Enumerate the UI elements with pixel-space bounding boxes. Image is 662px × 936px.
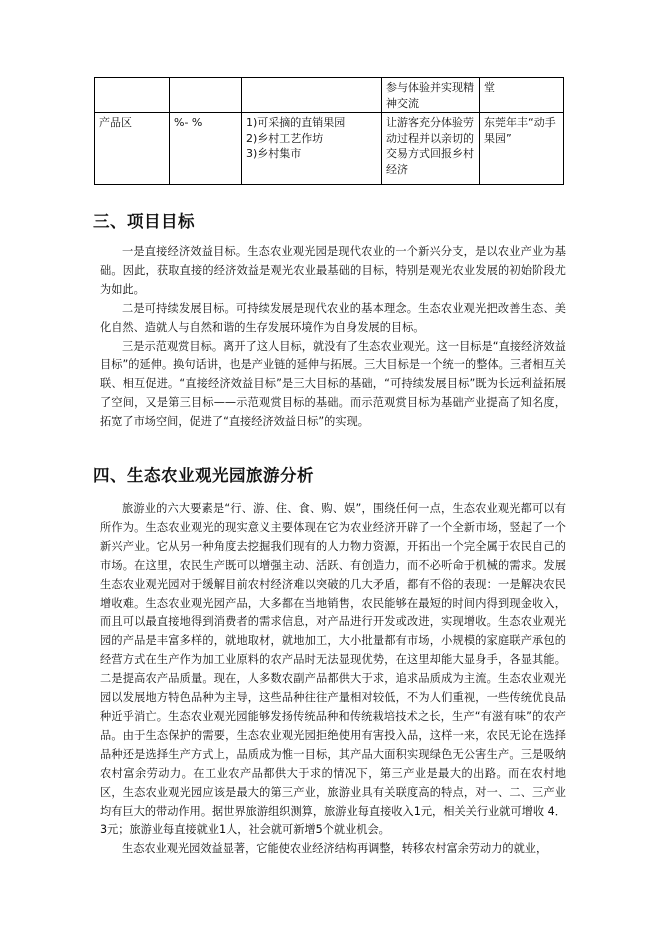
paragraph: 三是示范观赏目标。离开了这人目标，就没有了生态农业观光。这一目标是“直接经济效益目标”的延伸。换句话讲，也是产业链的延伸与拓展。三大目标是一个统一的整体。三者相互关联、相互促进。“直接经济效益目标”是三大目标的基础，“可持续发展目标”既为长远利益拓展了空间，又是第三目标——示范观赏目标的基础。而示范观赏目标为基础产业提高了知名度，拓宽了市场空间，促进了“直接经济效益日标”的实现。: [100, 339, 566, 429]
table-cell-example: 东莞年丰“动手果园”: [480, 113, 564, 185]
table-cell-ratio: %- %: [170, 113, 242, 185]
paragraph: 生态农业观光园效益显著，它能使农业经济结构再调整，转移农村富余劳动力的就业，: [122, 842, 548, 856]
table-cell-items: 1)可采摘的直销果园 2)乡村工艺作坊 3)乡村集市: [242, 113, 382, 185]
paragraph: 一是直接经济效益目标。生态农业观光园是现代农业的一个新兴分支，是以农业产业为基础。因此，获取直接的经济效益是观光农业最基础的目标，特别是观光农业发展的初始阶段尤为如此。: [100, 245, 566, 296]
section-heading-tourism-analysis: 四、生态农业观光园旅游分析: [93, 466, 314, 485]
table-cell: 堂: [480, 78, 564, 113]
paragraph: 旅游业的六大要素是“行、游、住、食、购、娱”，围绕任何一点，生态农业观光都可以有所作为。生态农业观光的现实意义主要体现在它为农业经济开辟了一个全新市场，竖起了一个新兴产业。它从另一种角度去挖掘我们现有的人力物力资源，开拓出一个完全属于农民自己的市场。在这里，农民生产既可以增强主动、活跃、有创造力，而不必听命于机械的需求。发展生态农业观光园对于缓解目前农村经济难以突破的几大矛盾，都有不俗的表现：一是解决农民增收难。生态农业观光园产品，大多都在当地销售，农民能够在最短的时间内得到现金收入，而且可以最直接地得到消费者的需求信息，对产品进行开发或改进，实现增收。生态农业观光园的产品是丰富多样的，就地取材，就地加工，大小批量都有市场，小规模的家庭联产承包的经营方式在生产作为加工业原料的农产品时无法显现优势，在这里却能大显身手，各显其能。二是提高农产品质量。现在，人多数农副产品都供大于求，追求品质成为主流。生态农业观光园以发展地方特色品种为主导，这些品种往往产量相对较低，不为人们重视，一些传统优良品种近乎消亡。生态农业观光园能够发扬传统品种和传统栽培技术之长，生产“有滋有味”的农产品。由于生态保护的需要，生态农业观光园拒绝使用有害投入品，这样一来，农民无论在选择品种还是选择生产方式上，品质成为惟一目标，其产品大面积实现绿色无公害生产。三是吸纳农村富余劳动力。在工业农产品都供大于求的情况下，第三产业是最大的出路。而在农村地区，生态农业观光园应该是最大的第三产业，旅游业具有关联度高的特点，对一、二、三产业均有巨大的带动作用。据世界旅游组织测算，旅游业每直接收入1元，相关关行业就可增收 4．3元；旅游业每直接就业1人，社会就可新增5个就业机会。: [100, 502, 566, 837]
table-cell: [170, 78, 242, 113]
table-cell: [242, 78, 382, 113]
table-cell-zone: 产品区: [95, 113, 170, 185]
table-cell: [95, 78, 170, 113]
section-heading-project-goals: 三、项目目标: [93, 212, 195, 231]
section-body-project-goals: [100, 243, 566, 432]
table-cell-purpose: 让游客充分体验劳动过程并以亲切的交易方式回报乡村经济: [382, 113, 480, 185]
zone-table: [94, 77, 564, 185]
paragraph: 二是可持续发展目标。可持续发展是现代农业的基本理念。生态农业观光把改善生态、美化自然、造就人与自然和谐的生存发展环境作为自身发展的目标。: [100, 301, 566, 334]
table-row: [95, 78, 564, 113]
table-cell: 参与体验并实现精神交流: [382, 78, 480, 113]
section-body-tourism-analysis: [100, 500, 566, 859]
table-row: [95, 113, 564, 185]
